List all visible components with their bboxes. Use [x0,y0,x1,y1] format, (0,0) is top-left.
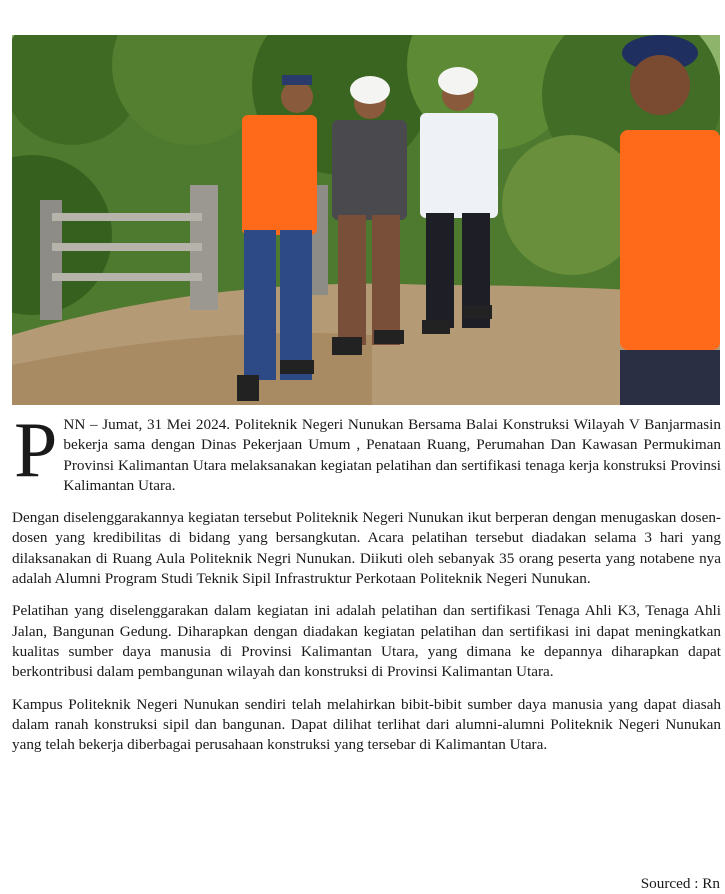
field-visit-photo [12,35,720,405]
drop-cap: P [14,406,58,493]
article-paragraph-1 [12,406,721,496]
article-paragraph-3: Pelatihan yang diselenggarakan dalam kegiatan ini adalah pelatihan dan sertifikasi Tenaga Ahli K3, Tenaga Ahli Jalan, Bangunan Gedung. Diharapkan dengan diadakan kegiatan pelatihan dan sertifikasi ini dapat meningkatkan kualitas sumber daya manusia di Provinsi Kalimantan Utara, yang dimana ke depannya diharapkan dapat berkontribusi dalam pembangunan wilayah dan konstruksi di Provinsi Kalimantan Utara. [12,602,721,681]
photo-illustration [12,35,720,405]
article-body [12,406,721,767]
article-paragraph-4: Kampus Politeknik Negeri Nunukan sendiri telah melahirkan bibit-bibit sumber daya manusia yang dapat diasah dalam ranah konstruksi sipil dan bangunan. Dapat dilihat terlihat dari alumni-alumni Politeknik Negeri Nunukan yang telah bekerja diberbagai perusahaan konstruksi yang tersebar di Kalimantan Utara. [12,695,721,754]
source-credit: Sourced : Rn [640,875,720,892]
article-paragraph-2: Dengan diselenggarakannya kegiatan tersebut Politeknik Negeri Nunukan ikut berperan dengan menugaskan dosen-dosen yang kredibilitas di bidang yang bersangkutan. Acara pelatihan tersebut diadakan selama 3 hari yang dilaksanakan di Ruang Aula Politeknik Negri Nunukan. Diikuti oleh sebanyak 35 orang peserta yang notabene nya adalah Alumni Program Studi Teknik Sipil Infrastruktur Perkotaan Politeknik Negeri Nunukan. [12,509,721,588]
paragraph-text: NN – Jumat, 31 Mei 2024. Politeknik Negeri Nunukan Bersama Balai Konstruksi Wilayah V Banjarmasin bekerja sama dengan Dinas Pekerjaan Umum , Penataan Ruang, Perumahan Dan Kawasan Permukiman Provinsi Kalimantan Utara melaksanakan kegiatan pelatihan dan sertifikasi tenaga kerja konstruksi Provinsi Kalimantan Utara. [63,416,721,494]
